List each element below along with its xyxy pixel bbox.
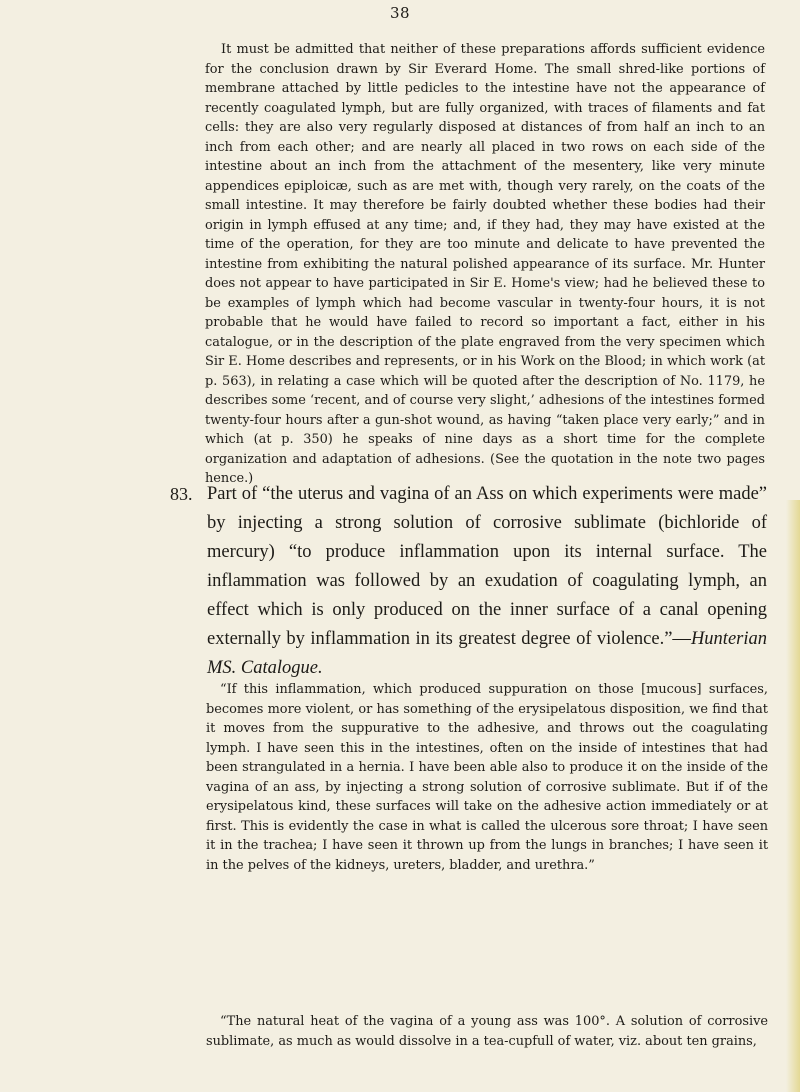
- entry-number: 83.: [170, 484, 193, 504]
- entry-heading-text: Part of “the uterus and vagina of an Ass on which experiments were made” by injecting a strong solution of corrosive sublimate (bichloride of mercury) “to produce inflammation upon its internal surface. The inflammation was followed by an exudation of coagulating lymph, an effect which is only produced on the inner surface of a canal opening externally by inflammation in its greatest degree of violence.”—: [207, 484, 767, 649]
- quotation-paragraph: “If this inflammation, which produced suppuration on those [mucous] surfaces, becomes more violent, or has something of the erysipelatous disposition, we find that it moves from the suppurative to the adhesive, and throws out the coagulating lymph. I have seen this in the intestines, often on the inside of intestines that had been strangulated in a hernia. I have been able also to produce it on the inside of the vagina of an ass, by injecting a strong solution of corrosive sublimate. But if of the erysipelatous kind, these surfaces will take on the adhesive action immediately or at first. This is evidently the case in what is called the ulcerous sore throat; I have seen it in the trachea; I have seen it thrown up from the lungs in branches; I have seen it in the pelves of the kidneys, ureters, bladder, and urethra.”: [206, 682, 768, 873]
- page-number: 38: [389, 4, 411, 22]
- quotation-paragraph-2: “The natural heat of the vagina of a young ass was 100°. A solution of corrosive sublimate, as much as would dissolve in a tea-cupfull of water, viz. about ten grains,: [206, 1014, 768, 1049]
- entry-source: Hunterian MS. Catalogue.: [207, 629, 767, 678]
- body-paragraph: It must be admitted that neither of these preparations affords sufficient evidence for the conclusion drawn by Sir Everard Home. The small shred-like portions of membrane attached by little pedicles to the intestine have not the appearance of recently coagulated lymph, but are fully organized, with traces of filaments and fat cells: they are also very regularly disposed at distances of from half an inch to an inch from each other; and are nearly all placed in two rows on each side of the intestine about an inch from the attachment of the mesentery, like very minute appendices epiploicæ, such as are met with, though very rarely, on the coats of the small intestine. It may therefore be fairly doubted whether these bodies had their origin in lymph effused at any time; and, if they had, they may have existed at the time of the operation, for they are too minute and delicate to have prevented the intestine from exhibiting the natural polished appearance of its surface. Mr. Hunter does not appear to have participated in Sir E. Home's view; had he believed these to be examples of lymph which had become vascular in twenty-four hours, it is not probable that he would have failed to record so important a fact, either in his catalogue, or in the description of the plate engraved from the very specimen which Sir E. Home describes and represents, or in his Work on the Blood; in which work (at p. 563), in relating a case which will be quoted after the description of No. 1179, he describes some ‘recent, and of course very slight,’ adhesions of the intestines formed twenty-four hours after a gun-shot wound, as having “taken place very early;” and in which (at p. 350) he speaks of nine days as a short time for the complete organization and adaptation of adhesions. (See the quotation in the note two pages hence.): [205, 42, 765, 486]
- page-edge-stain: [786, 500, 800, 1092]
- entry-heading: [207, 480, 767, 683]
- catalogue-entry: [170, 480, 770, 683]
